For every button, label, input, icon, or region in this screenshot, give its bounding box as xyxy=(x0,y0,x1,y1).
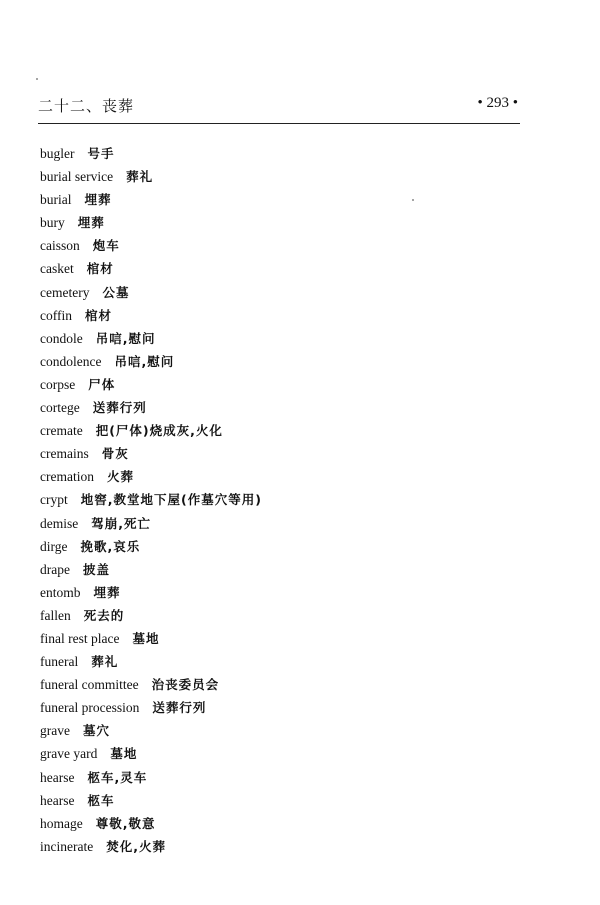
glossary-entry xyxy=(40,650,540,673)
entry-term: burial xyxy=(40,192,72,208)
entry-gloss: 把(尸体)烧成灰,火化 xyxy=(95,423,223,439)
glossary-entry xyxy=(40,442,540,465)
glossary-entry xyxy=(40,419,540,442)
entry-gloss: 火葬 xyxy=(106,469,134,485)
entry-gloss: 死去的 xyxy=(83,607,125,623)
glossary-entry xyxy=(40,812,540,835)
glossary-entry xyxy=(40,465,540,488)
entry-term: bugler xyxy=(40,146,75,161)
entry-term: grave yard xyxy=(40,746,98,762)
glossary-entry xyxy=(40,281,540,304)
glossary-list xyxy=(40,142,540,858)
entry-gloss: 柩车 xyxy=(87,792,115,808)
entry-gloss: 墓地 xyxy=(110,746,138,762)
entry-term: corpse xyxy=(40,376,76,392)
entry-gloss: 送葬行列 xyxy=(152,700,207,716)
header-rule xyxy=(38,123,520,124)
entry-gloss: 柩车,灵车 xyxy=(87,769,148,785)
glossary-entry xyxy=(40,396,540,419)
entry-gloss: 焚化,火葬 xyxy=(106,838,166,854)
glossary-entry xyxy=(40,766,540,789)
entry-term: hearse xyxy=(40,769,75,785)
entry-term: cemetery xyxy=(40,284,90,300)
glossary-entry xyxy=(40,558,540,581)
entry-gloss: 尸体 xyxy=(88,376,116,392)
glossary-entry xyxy=(40,327,540,350)
entry-gloss: 埋葬 xyxy=(93,584,121,600)
entry-gloss: 挽歌,哀乐 xyxy=(80,538,141,554)
entry-gloss: 埋葬 xyxy=(84,192,112,208)
glossary-entry xyxy=(40,696,540,719)
glossary-entry xyxy=(40,512,540,535)
glossary-entry xyxy=(40,257,540,280)
entry-term: coffin xyxy=(40,307,72,323)
entry-term: entomb xyxy=(40,584,81,600)
glossary-entry xyxy=(40,789,540,812)
glossary-entry xyxy=(40,142,540,165)
glossary-entry xyxy=(40,673,540,696)
glossary-entry xyxy=(40,373,540,396)
entry-gloss: 葬礼 xyxy=(126,169,154,185)
entry-gloss: 墓穴 xyxy=(82,723,110,739)
glossary-entry xyxy=(40,581,540,604)
entry-term: casket xyxy=(40,261,74,277)
running-header xyxy=(38,95,518,121)
entry-gloss: 治丧委员会 xyxy=(151,677,220,693)
entry-gloss: 披盖 xyxy=(82,561,110,577)
entry-term: demise xyxy=(40,515,79,531)
entry-gloss: 尊敬,敬意 xyxy=(95,815,156,831)
glossary-entry xyxy=(40,165,540,188)
entry-term: funeral xyxy=(40,654,79,670)
entry-gloss: 棺材 xyxy=(86,261,114,277)
glossary-entry xyxy=(40,604,540,627)
entry-gloss: 号手 xyxy=(87,146,115,161)
glossary-entry xyxy=(40,234,540,257)
glossary-entry xyxy=(40,742,540,765)
entry-term: caisson xyxy=(40,238,80,254)
entry-term: drape xyxy=(40,561,70,577)
entry-term: condolence xyxy=(40,353,102,369)
entry-term: burial service xyxy=(40,169,114,185)
entry-gloss: 送葬行列 xyxy=(92,400,147,416)
glossary-entry xyxy=(40,535,540,558)
glossary-entry xyxy=(40,304,540,327)
glossary-entry xyxy=(40,719,540,742)
chapter-title: 二十二、丧葬 xyxy=(38,97,135,115)
entry-gloss: 骨灰 xyxy=(101,446,129,462)
glossary-entry xyxy=(40,211,540,234)
entry-term: homage xyxy=(40,815,83,831)
entry-term: bury xyxy=(40,215,65,231)
entry-term: crypt xyxy=(40,492,68,508)
page-number: • 293 • xyxy=(477,95,518,111)
entry-term: hearse xyxy=(40,792,75,808)
scan-speck xyxy=(36,78,38,80)
entry-term: condole xyxy=(40,330,83,346)
entry-gloss: 吊唁,慰问 xyxy=(95,330,156,346)
entry-term: cremation xyxy=(40,469,94,485)
entry-term: cremate xyxy=(40,423,83,439)
entry-term: dirge xyxy=(40,538,68,554)
glossary-entry xyxy=(40,488,540,511)
entry-term: final rest place xyxy=(40,630,120,646)
entry-gloss: 埋葬 xyxy=(77,215,105,231)
glossary-entry xyxy=(40,188,540,211)
entry-gloss: 驾崩,死亡 xyxy=(91,515,151,531)
entry-gloss: 吊唁,慰问 xyxy=(114,353,175,369)
entry-term: fallen xyxy=(40,607,71,623)
entry-gloss: 棺材 xyxy=(85,307,113,323)
entry-gloss: 葬礼 xyxy=(91,654,119,670)
entry-term: grave xyxy=(40,723,70,739)
entry-gloss: 炮车 xyxy=(92,238,120,254)
entry-term: funeral committee xyxy=(40,677,139,693)
glossary-entry xyxy=(40,627,540,650)
glossary-entry xyxy=(40,350,540,373)
entry-gloss: 地窖,教堂地下屋(作墓穴等用) xyxy=(80,492,262,508)
entry-term: funeral procession xyxy=(40,700,140,716)
entry-gloss: 公墓 xyxy=(102,284,130,300)
entry-gloss: 墓地 xyxy=(132,630,160,646)
entry-term: cremains xyxy=(40,446,89,462)
entry-term: incinerate xyxy=(40,838,94,854)
entry-term: cortege xyxy=(40,400,80,416)
glossary-entry xyxy=(40,835,540,858)
